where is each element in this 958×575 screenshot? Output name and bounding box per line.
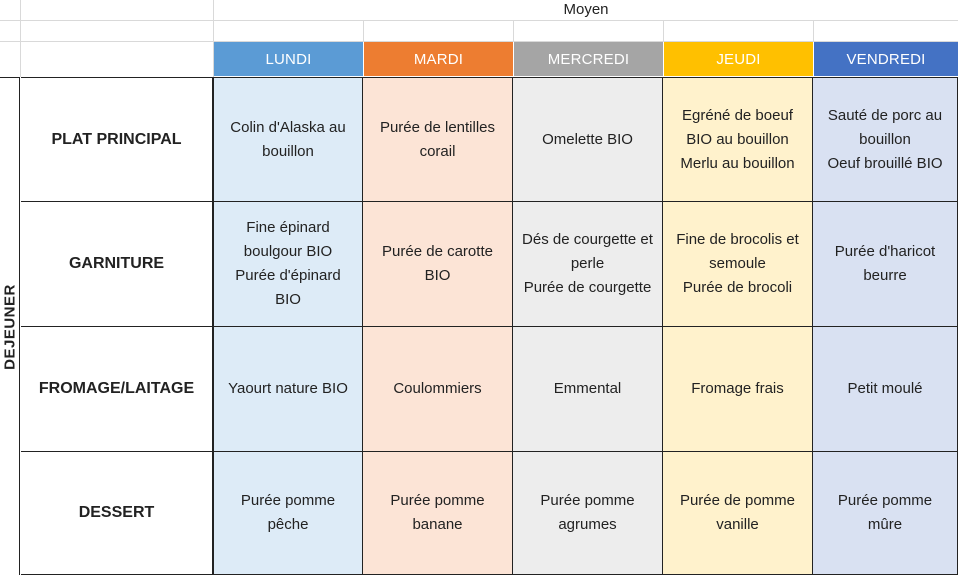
- menu-item-text: boulgour BIO: [243, 243, 333, 260]
- gridline: [363, 20, 364, 42]
- menu-item-text: bouillon: [859, 130, 911, 148]
- menu-item-text: Merlu au bouillon: [680, 154, 795, 172]
- menu-item-text: Fine de brocolis et: [676, 231, 799, 248]
- row-label-garniture[interactable]: GARNITURE: [21, 202, 213, 327]
- menu-item-text: Purée de courgette: [523, 279, 652, 296]
- menu-cell[interactable]: [363, 202, 513, 327]
- section-label: DEJEUNER: [1, 283, 18, 370]
- gridline: [663, 20, 664, 42]
- menu-item-text: Emmental: [553, 380, 622, 397]
- menu-item-text: Purée de lentilles: [379, 118, 496, 136]
- menu-item-text: Purée d'épinard: [235, 267, 341, 284]
- gridline: [0, 20, 958, 21]
- day-header-mardi[interactable]: MARDI: [364, 42, 513, 76]
- menu-item-text: pêche: [267, 516, 309, 533]
- menu-cell[interactable]: [813, 327, 958, 452]
- row-label-plat-principal[interactable]: PLAT PRINCIPAL: [21, 77, 213, 202]
- menu-item-text: corail: [419, 142, 456, 160]
- menu-cell[interactable]: [213, 77, 363, 202]
- menu-item-text: Fine épinard: [246, 219, 330, 236]
- menu-cell[interactable]: [513, 452, 663, 575]
- menu-item-text: BIO: [424, 267, 451, 284]
- menu-item-text: Purée de brocoli: [682, 279, 793, 296]
- menu-item-text: Purée pomme: [837, 492, 933, 509]
- menu-item-text: agrumes: [558, 516, 617, 533]
- menu-cell[interactable]: [213, 452, 363, 575]
- menu-item-text: mûre: [867, 516, 903, 533]
- menu-item-text: Purée de pomme: [679, 492, 796, 509]
- day-header-jeudi[interactable]: JEUDI: [664, 42, 813, 76]
- menu-cell[interactable]: [513, 77, 663, 202]
- menu-item-text: Oeuf brouillé BIO: [827, 154, 943, 172]
- menu-cell[interactable]: [213, 327, 363, 452]
- menu-cell[interactable]: [513, 327, 663, 452]
- menu-item-text: Yaourt nature BIO: [228, 380, 348, 397]
- menu-cell[interactable]: [663, 202, 813, 327]
- menu-cell[interactable]: [663, 77, 813, 202]
- menu-item-text: Purée pomme: [240, 492, 336, 509]
- menu-item-text: vanille: [716, 516, 759, 533]
- menu-item-text: Purée pomme: [540, 492, 635, 509]
- menu-item-text: perle: [570, 255, 605, 272]
- sheet-title[interactable]: Moyen: [563, 1, 609, 18]
- row-label-fromage-laitage[interactable]: FROMAGE/LAITAGE: [21, 327, 213, 452]
- menu-cell[interactable]: [813, 452, 958, 575]
- menu-item-text: beurre: [863, 267, 907, 284]
- day-header-vendredi[interactable]: VENDREDI: [814, 42, 958, 76]
- menu-cell[interactable]: [363, 327, 513, 452]
- menu-cell[interactable]: [813, 202, 958, 327]
- menu-cell[interactable]: [663, 452, 813, 575]
- menu-item-text: Purée d'haricot: [834, 243, 936, 260]
- menu-cell[interactable]: [363, 77, 513, 202]
- menu-item-text: Purée pomme: [390, 492, 485, 509]
- menu-item-text: bouillon: [262, 142, 314, 160]
- menu-cell[interactable]: [813, 77, 958, 202]
- menu-item-text: BIO: [275, 291, 301, 308]
- day-header-lundi[interactable]: LUNDI: [214, 42, 363, 76]
- menu-item-text: banane: [412, 516, 463, 533]
- menu-item-text: semoule: [709, 255, 766, 272]
- gridline: [20, 0, 21, 77]
- menu-item-text: Dés de courgette et: [522, 231, 653, 248]
- gridline: [513, 20, 514, 42]
- gridline: [813, 20, 814, 42]
- menu-item-text: Purée de carotte: [382, 243, 493, 260]
- menu-item-text: Fromage frais: [691, 380, 784, 397]
- menu-item-text: Egréné de boeuf: [682, 106, 793, 124]
- section-label-cell[interactable]: [0, 77, 20, 575]
- menu-item-text: Petit moulé: [847, 380, 923, 397]
- menu-cell[interactable]: [213, 202, 363, 327]
- menu-item-text: Colin d'Alaska au: [230, 118, 346, 136]
- menu-item-text: Omelette BIO: [542, 130, 633, 148]
- menu-item-text: BIO au bouillon: [686, 130, 789, 148]
- menu-item-text: Coulommiers: [393, 380, 482, 397]
- menu-item-text: Sauté de porc au: [827, 106, 943, 124]
- menu-cell[interactable]: [363, 452, 513, 575]
- menu-cell[interactable]: [513, 202, 663, 327]
- day-header-mercredi[interactable]: MERCREDI: [514, 42, 663, 76]
- row-label-dessert[interactable]: DESSERT: [21, 452, 213, 575]
- menu-cell[interactable]: [663, 327, 813, 452]
